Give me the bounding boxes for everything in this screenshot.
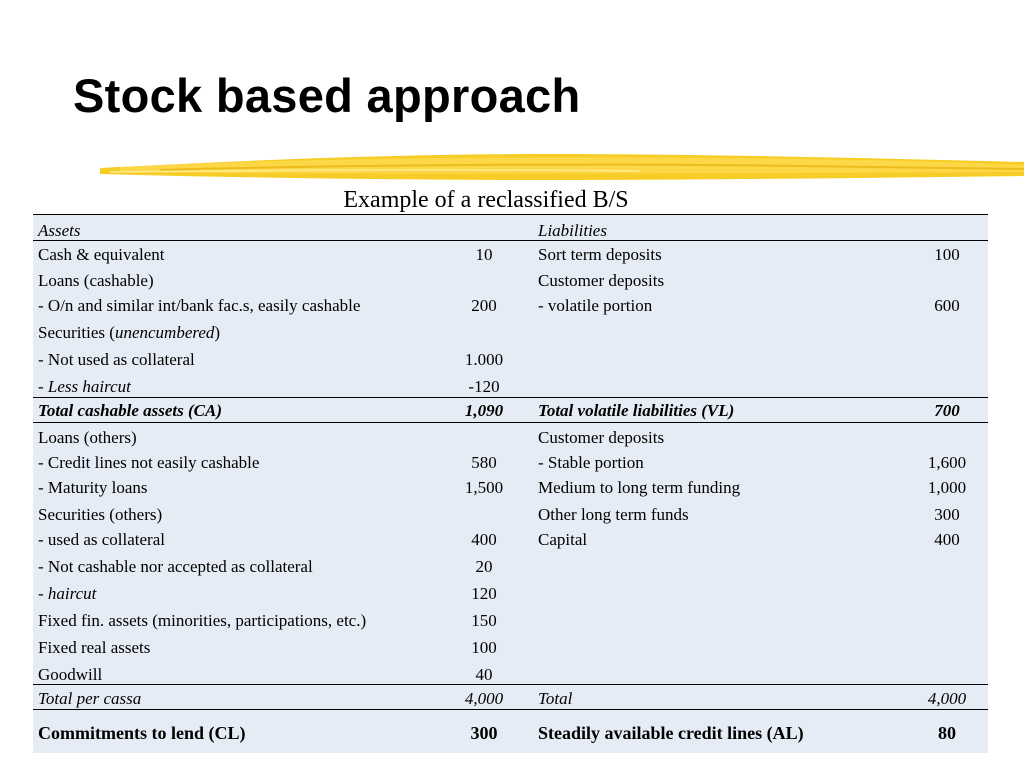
assets-header: Assets bbox=[38, 221, 81, 240]
total-liabilities-label: Total bbox=[538, 689, 573, 708]
total-cashable-assets-value: 1,090 bbox=[464, 401, 504, 420]
total-liabilities-value: 4,000 bbox=[927, 689, 967, 708]
asset-value: 400 bbox=[471, 530, 497, 549]
asset-label: Cash & equivalent bbox=[38, 245, 165, 264]
asset-label: Goodwill bbox=[38, 665, 103, 684]
liability-value: 300 bbox=[934, 505, 960, 524]
asset-value: 150 bbox=[471, 611, 497, 630]
asset-label: - O/n and similar int/bank fac.s, easily cashable bbox=[38, 296, 361, 315]
liability-label: Medium to long term funding bbox=[538, 478, 741, 497]
asset-value: 1.000 bbox=[464, 350, 504, 369]
liability-value: 600 bbox=[934, 296, 960, 315]
asset-label: Fixed real assets bbox=[38, 638, 151, 657]
table-caption: Example of a reclassified B/S bbox=[343, 187, 629, 213]
total-volatile-liabilities-label: Total volatile liabilities (VL) bbox=[538, 401, 735, 420]
liability-value: 100 bbox=[934, 245, 960, 264]
section-rule bbox=[33, 397, 988, 398]
liability-value: 1,000 bbox=[927, 478, 967, 497]
asset-label: - Less haircut bbox=[38, 377, 131, 396]
balance-sheet-table bbox=[33, 214, 988, 753]
asset-label: Securities (others) bbox=[38, 505, 163, 524]
asset-label: - haircut bbox=[38, 584, 97, 603]
section-rule bbox=[33, 709, 988, 710]
asset-value: 120 bbox=[471, 584, 497, 603]
table-top-border bbox=[33, 214, 988, 215]
total-volatile-liabilities-value: 700 bbox=[934, 401, 960, 420]
liability-value: 400 bbox=[934, 530, 960, 549]
asset-label: Loans (cashable) bbox=[38, 271, 154, 290]
asset-value: 10 bbox=[475, 245, 493, 264]
header-rule bbox=[33, 240, 988, 241]
asset-label: - Not used as collateral bbox=[38, 350, 195, 369]
credit-lines-label: Steadily available credit lines (AL) bbox=[538, 723, 804, 743]
asset-label: - Not cashable nor accepted as collateral bbox=[38, 557, 313, 576]
commitments-value: 300 bbox=[470, 723, 498, 743]
total-per-cassa-value: 4,000 bbox=[464, 689, 504, 708]
asset-label: - Credit lines not easily cashable bbox=[38, 453, 260, 472]
asset-value: -120 bbox=[468, 377, 500, 396]
asset-value: 40 bbox=[475, 665, 493, 684]
slide-title: Stock based approach bbox=[73, 69, 581, 122]
liability-label: - volatile portion bbox=[538, 296, 653, 315]
asset-label: Loans (others) bbox=[38, 428, 137, 447]
asset-label: Securities (unencumbered) bbox=[38, 323, 221, 342]
total-cashable-assets-label: Total cashable assets (CA) bbox=[38, 401, 223, 420]
asset-value: 200 bbox=[471, 296, 497, 315]
liability-label: Other long term funds bbox=[538, 505, 689, 524]
section-rule bbox=[33, 422, 988, 423]
commitments-label: Commitments to lend (CL) bbox=[38, 723, 246, 743]
liability-label: Capital bbox=[538, 530, 588, 549]
total-per-cassa-label: Total per cassa bbox=[38, 689, 142, 708]
liability-label: Sort term deposits bbox=[538, 245, 662, 264]
asset-value: 20 bbox=[475, 557, 493, 576]
asset-value: 1,500 bbox=[464, 478, 504, 497]
asset-label: - Maturity loans bbox=[38, 478, 148, 497]
liability-value: 1,600 bbox=[927, 453, 967, 472]
credit-lines-value: 80 bbox=[938, 723, 956, 743]
asset-label: - used as collateral bbox=[38, 530, 165, 549]
liability-label: Customer deposits bbox=[538, 428, 665, 447]
liabilities-header: Liabilities bbox=[538, 221, 607, 240]
section-rule bbox=[33, 684, 988, 685]
asset-value: 580 bbox=[471, 453, 497, 472]
asset-value: 100 bbox=[471, 638, 497, 657]
brush-stroke-divider bbox=[100, 148, 1024, 188]
liability-label: - Stable portion bbox=[538, 453, 644, 472]
asset-label: Fixed fin. assets (minorities, participations, etc.) bbox=[38, 611, 367, 630]
liability-label: Customer deposits bbox=[538, 271, 665, 290]
